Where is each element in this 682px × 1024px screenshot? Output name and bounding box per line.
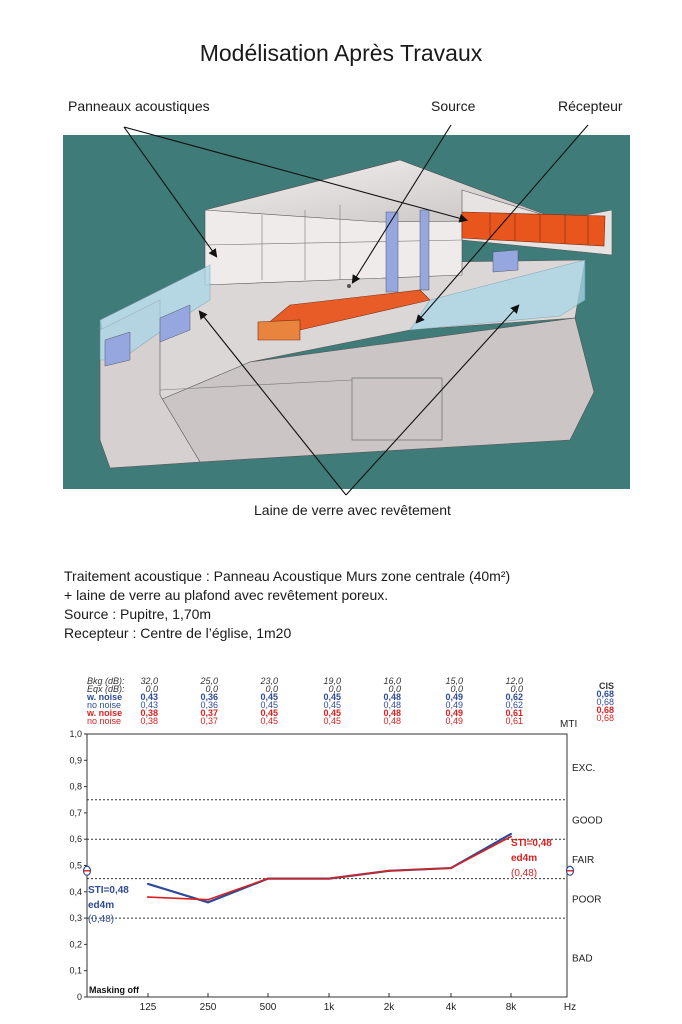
treatment-line: + laine de verre au plafond avec revêtement poreux.: [64, 587, 389, 603]
table-cell: 0,48: [383, 708, 401, 718]
table-cell: 0,48: [383, 692, 401, 702]
series-point: [147, 896, 149, 898]
annotation-id: ed4m: [88, 900, 115, 911]
table-cell: 0,0: [450, 684, 463, 694]
table-cell: 0,37: [200, 716, 218, 726]
x-tick-label: 500: [259, 1002, 277, 1013]
table-cell: 0,0: [388, 684, 401, 694]
table-cell: 0,48: [383, 716, 401, 726]
treatment-line: Recepteur : Centre de l’église, 1m20: [64, 625, 292, 641]
x-tick-label: 8k: [505, 1002, 517, 1013]
table-cell: 0,0: [205, 684, 218, 694]
y-tick-label: 0,4: [69, 886, 82, 897]
table-row-label: w. noise: [87, 708, 123, 718]
annotation-sti: STI=0,48: [511, 838, 552, 849]
table-cell: 0,45: [323, 700, 341, 710]
series-point: [450, 867, 452, 869]
x-unit-label: Hz: [563, 1002, 577, 1013]
table-cell: 0,49: [445, 700, 463, 710]
rating-label: BAD: [572, 953, 593, 965]
rating-label: POOR: [572, 894, 602, 906]
cis-value: 0,68: [596, 713, 614, 723]
series-point: [267, 878, 269, 880]
table-cell: 0,62: [505, 700, 523, 710]
series-point: [510, 833, 512, 835]
cis-header: CIS: [598, 681, 614, 691]
table-cell: 0,49: [445, 708, 463, 718]
table-cell: 0,43: [140, 700, 158, 710]
table-cell: 12,0: [505, 676, 523, 686]
cis-value: 0,68: [596, 697, 614, 707]
plot-frame: [87, 734, 567, 997]
table-cell: 0,45: [323, 716, 341, 726]
table-cell: 0,45: [260, 716, 278, 726]
table-cell: 19,0: [323, 676, 341, 686]
masking-label: Masking off: [89, 985, 140, 995]
series-line: [148, 834, 511, 902]
table-cell: 0,45: [260, 700, 278, 710]
table-cell: 0,37: [200, 708, 218, 718]
x-tick-label: 1k: [323, 1002, 335, 1013]
table-cell: 0,45: [323, 692, 341, 702]
table-cell: 23,0: [260, 676, 278, 686]
treatment-line: Source : Pupitre, 1,70m: [64, 606, 212, 622]
y-tick-label: 0,9: [69, 755, 82, 766]
series-point: [147, 883, 149, 885]
table-cell: 0,48: [383, 700, 401, 710]
table-cell: 0,0: [265, 684, 278, 694]
y-tick-label: 0,8: [69, 781, 82, 792]
x-tick-label: 250: [199, 1002, 217, 1013]
table-cell: 0,45: [260, 708, 278, 718]
annotation-paren: (0,48): [511, 868, 538, 879]
callout-acoustic-panels: Panneaux acoustiques: [68, 98, 210, 114]
y-tick-label: 0,7: [69, 807, 82, 818]
y-tick-label: 0,6: [69, 834, 82, 845]
y-tick-label: 0,3: [69, 913, 82, 924]
table-cell: 25,0: [200, 676, 218, 686]
treatment-line: Traitement acoustique : Panneau Acoustique Murs zone centrale (40m²): [64, 568, 511, 584]
table-cell: 0,0: [145, 684, 158, 694]
table-cell: 0,0: [328, 684, 341, 694]
cis-value: 0,68: [596, 689, 614, 699]
x-tick-label: 4k: [445, 1002, 457, 1013]
table-row-label: w. noise: [87, 692, 123, 702]
x-tick-label: 2k: [383, 1002, 395, 1013]
table-cell: 16,0: [383, 676, 401, 686]
annotation-sti: STI=0,48: [88, 885, 129, 896]
table-cell: 0,49: [445, 716, 463, 726]
page-title: Modélisation Après Travaux: [199, 40, 483, 66]
table-cell: 0,38: [140, 716, 158, 726]
table-cell: 0,43: [140, 692, 158, 702]
table-row-label: no noise: [87, 716, 122, 726]
table-cell: 0,61: [505, 708, 523, 718]
annotation-id: ed4m: [511, 853, 538, 864]
y-tick-label: 0: [76, 992, 82, 1002]
table-cell: 0,49: [445, 692, 463, 702]
table-cell: 0,38: [140, 708, 158, 718]
series-line: [148, 837, 511, 900]
table-cell: 0,45: [323, 708, 341, 718]
table-row-label: no noise: [87, 700, 122, 710]
y-tick-label: 0,2: [69, 939, 82, 950]
callout-receiver: Récepteur: [558, 98, 623, 114]
table-cell: 15,0: [445, 676, 463, 686]
table-row-label: Eqx (dB):: [87, 684, 125, 694]
y-tick-label: 0,5: [69, 860, 82, 871]
rating-label: EXC.: [572, 762, 596, 774]
series-point: [328, 878, 330, 880]
annotation-paren: (0,48): [88, 914, 115, 925]
table-row-label: Bkg (dB):: [87, 676, 125, 686]
y-tick-label: 1,0: [69, 729, 82, 739]
mti-label: MTI: [560, 719, 578, 730]
table-cell: 0,45: [260, 692, 278, 702]
table-cell: 0,36: [200, 700, 218, 710]
y-tick-label: 0,1: [69, 965, 82, 976]
x-tick-label: 125: [139, 1002, 157, 1013]
table-cell: 32,0: [140, 676, 158, 686]
series-point: [207, 901, 209, 903]
callout-source: Source: [431, 98, 476, 114]
series-point: [388, 870, 390, 872]
rating-label: FAIR: [572, 854, 595, 866]
series-point: [207, 899, 209, 901]
callout-glass-wool: Laine de verre avec revêtement: [254, 502, 451, 518]
rating-label: GOOD: [572, 815, 603, 827]
table-cell: 0,62: [505, 692, 523, 702]
cis-value: 0,68: [596, 705, 614, 715]
table-cell: 0,0: [510, 684, 523, 694]
table-cell: 0,36: [200, 692, 218, 702]
table-cell: 0,61: [505, 716, 523, 726]
